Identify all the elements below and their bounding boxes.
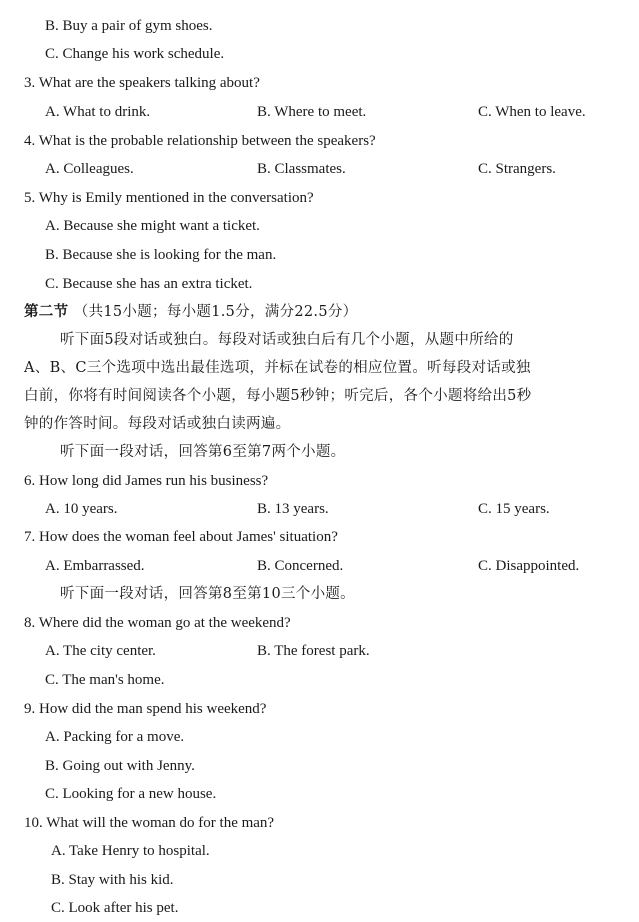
q8-option-c: C. The man's home. bbox=[45, 672, 165, 688]
q6-option-b: B. 13 years. bbox=[257, 501, 329, 517]
q6-option-a: A. 10 years. bbox=[45, 501, 118, 517]
direction-q8-q10: 听下面一段对话，回答第8至第10三个小题。 bbox=[60, 586, 355, 602]
instruction-line: A、B、C三个选项中选出最佳选项，并标在试卷的相应位置。听每段对话或独 bbox=[24, 360, 531, 376]
instruction-line: 钟的作答时间。每段对话或独白读两遍。 bbox=[24, 416, 291, 432]
q6-option-c: C. 15 years. bbox=[478, 501, 550, 517]
q8-stem: 8. Where did the woman go at the weekend? bbox=[24, 615, 291, 631]
q3-option-b: B. Where to meet. bbox=[257, 104, 367, 120]
q5-option-c: C. Because she has an extra ticket. bbox=[45, 276, 253, 292]
q9-stem: 9. How did the man spend his weekend? bbox=[24, 701, 267, 717]
q4-option-a: A. Colleagues. bbox=[45, 161, 134, 177]
q2-option-b: B. Buy a pair of gym shoes. bbox=[45, 18, 213, 34]
q10-option-b: B. Stay with his kid. bbox=[51, 872, 174, 888]
section-title: 第二节 bbox=[24, 303, 69, 320]
instruction-line: 听下面5段对话或独白。每段对话或独白后有几个小题，从题中所给的 bbox=[60, 332, 514, 348]
q3-option-a: A. What to drink. bbox=[45, 104, 151, 120]
q8-option-b: B. The forest park. bbox=[257, 643, 370, 659]
q5-stem: 5. Why is Emily mentioned in the conversation? bbox=[24, 190, 314, 206]
instruction-line: 白前，你将有时间阅读各个小题，每小题5秒钟；听完后，各个小题将给出5秒 bbox=[24, 388, 532, 404]
q4-stem: 4. What is the probable relationship between the speakers? bbox=[24, 133, 376, 149]
section-scoring-note: （共15小题；每小题1.5分，满分22.5分） bbox=[73, 304, 358, 320]
q7-option-b: B. Concerned. bbox=[257, 558, 344, 574]
q3-option-c: C. When to leave. bbox=[478, 104, 586, 120]
q4-option-b: B. Classmates. bbox=[257, 161, 346, 177]
q6-stem: 6. How long did James run his business? bbox=[24, 473, 269, 489]
q10-option-a: A. Take Henry to hospital. bbox=[51, 843, 210, 859]
q7-stem: 7. How does the woman feel about James' situation? bbox=[24, 529, 338, 545]
q9-option-a: A. Packing for a move. bbox=[45, 729, 185, 745]
section-heading bbox=[24, 302, 357, 322]
q3-stem: 3. What are the speakers talking about? bbox=[24, 75, 260, 91]
q2-option-c: C. Change his work schedule. bbox=[45, 46, 225, 62]
q10-option-c: C. Look after his pet. bbox=[51, 900, 179, 916]
q9-option-b: B. Going out with Jenny. bbox=[45, 758, 195, 774]
q4-option-c: C. Strangers. bbox=[478, 161, 556, 177]
q7-option-c: C. Disappointed. bbox=[478, 558, 580, 574]
q7-option-a: A. Embarrassed. bbox=[45, 558, 145, 574]
q5-option-b: B. Because she is looking for the man. bbox=[45, 247, 277, 263]
direction-q6-q7: 听下面一段对话，回答第6至第7两个小题。 bbox=[60, 444, 346, 460]
q5-option-a: A. Because she might want a ticket. bbox=[45, 218, 260, 234]
q10-stem: 10. What will the woman do for the man? bbox=[24, 815, 275, 831]
q8-option-a: A. The city center. bbox=[45, 643, 156, 659]
q9-option-c: C. Looking for a new house. bbox=[45, 786, 217, 802]
